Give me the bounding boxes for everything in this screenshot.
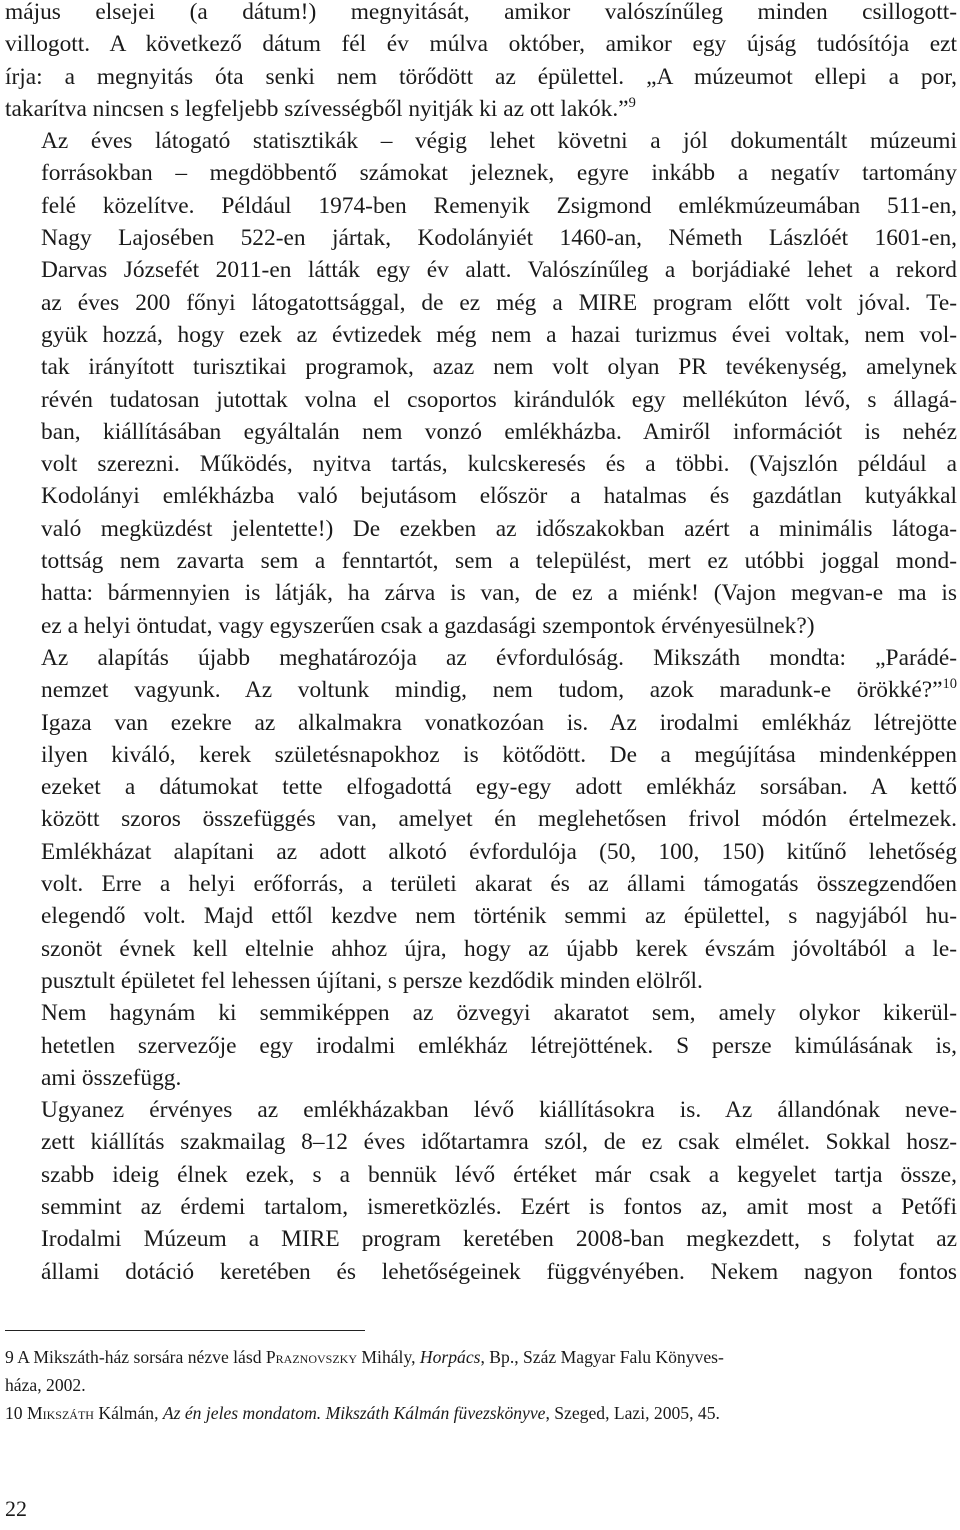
text-line: ezeket a dátumokat tette elfogadottá egy-egy adott emlékház sorsában. A kettő (41, 774, 957, 801)
footnote-text: Kálmán, (93, 1403, 163, 1423)
footnote-9 (5, 1343, 957, 1399)
footnotes (5, 1343, 957, 1427)
text-line (5, 93, 957, 125)
text-line: tak irányított turisztikai programok, azaz nem volt olyan PR tevékenység, amelynek (41, 354, 957, 381)
text-line: volt szerezni. Működés, nyitva tartás, kulcskeresés és a többi. (Vajszlón például a (41, 451, 957, 478)
footnote-text: Mihály, (357, 1347, 420, 1367)
footnote-text: háza, 2002. (5, 1375, 86, 1395)
text-line: írja: a megnyitás óta senki nem törődött az épülettel. „A múzeumot ellepi a por, (5, 63, 957, 90)
text-line: ez a helyi öntudat, vagy egyszerűen csak a gazdasági szempontok érvényesülnek?) (41, 612, 815, 639)
text-line (5, 674, 957, 706)
text-span: nemzet vagyunk. Az voltunk mindig, nem tudom, azok maradunk-e örökké?” (41, 677, 943, 704)
text-line: Emlékházat alapítani az adott alkotó évfordulója (50, 100, 150) kitűnő lehetőség (41, 838, 957, 865)
text-line: május elsejei (a dátum!) megnyitását, amikor valószínűleg minden csillogott- (5, 0, 957, 25)
text-line: hatta: bármennyien is látják, ha zárva is van, de ez a miénk! (Vajon megvan-e ma is (41, 580, 957, 607)
footnote-author: Praznovszky (265, 1347, 358, 1367)
text-line: Ugyanez érvényes az emlékházakban lévő kiállításokra is. Az állandónak neve- (41, 1097, 957, 1124)
page-number: 22 (5, 1496, 27, 1521)
footnote-text: A Mikszáth-ház sorsára nézve lásd (13, 1347, 266, 1367)
text-line: Nem hagynám ki semmiképpen az özvegyi akaratot sem, amely olykor kikerül- (41, 1000, 957, 1027)
text-line: szabb ideig élnek ezek, s a bennük lévő értéket már csak a kegyelet tartja össze, (41, 1161, 957, 1188)
text-line: Irodalmi Múzeum a MIRE program keretében 2008-ban megkezdett, s folytat az (41, 1226, 957, 1253)
text-line: ami összefügg. (41, 1064, 182, 1091)
text-line: Igaza van ezekre az alkalmakra vonatkozóan is. Az irodalmi emlékház létrejötte (41, 709, 957, 736)
paragraph-1 (5, 0, 957, 125)
footnote-title: Az én jeles mondatom. Mikszáth Kálmán füvezskönyve (162, 1403, 546, 1423)
text-line: ban, kiállításában egyáltalán nem vonzó emlékházba. Amiről információt is nehéz (41, 418, 957, 445)
text-line: volt. Erre a helyi erőforrás, a területi akarat és az állami támogatás összegzendően (41, 871, 957, 898)
footnote-text: , Szeged, Lazi, 2005, 45. (545, 1403, 720, 1423)
text-line: Az éves látogató statisztikák – végig lehet követni a jól dokumentált múzeumi (41, 128, 957, 155)
text-line: forrásokban – megdöbbentő számokat jeleznek, egyre inkább a negatív tartomány (41, 160, 957, 187)
text-line: Darvas Józsefét 2011-en látták egy év alatt. Valószínűleg a borjádiaké lehet a rekord (41, 257, 957, 284)
text-line: elegendő volt. Majd ettől kezdve nem történik semmi az épülettel, s nagyjából hu- (41, 903, 957, 930)
paragraph-3 (5, 642, 957, 997)
footnote-10 (5, 1399, 957, 1427)
footnote-ref-9[interactable]: 9 (628, 95, 636, 112)
footnote-author: Mikszáth (27, 1403, 94, 1423)
text-line: tottság nem zavarta sem a fenntartót, sem a települést, mert ez utóbbi joggal mond- (41, 548, 957, 575)
text-line: állami dotáció keretében és lehetőségeinek függvényében. Nekem nagyon fontos (41, 1258, 957, 1285)
text-line: az éves 200 főnyi látogatottsággal, de ez még a MIRE program előtt volt jóval. Te- (41, 289, 957, 316)
footnote-ref-10[interactable]: 10 (942, 676, 957, 693)
text-line: pusztult épületet fel lehessen újítani, s persze kezdődik minden elölről. (41, 967, 703, 994)
text-line: Az alapítás újabb meghatározója az évfordulóság. Mikszáth mondta: „Parádé- (41, 644, 957, 671)
paragraph-5 (5, 1094, 957, 1288)
text-line: Kodolányi emlékházba való bejutásom először a hatalmas és gazdátlan kutyákkal (41, 483, 957, 510)
footnote-text: , Bp., Száz Magyar Falu Könyves- (480, 1347, 724, 1367)
text-line: révén tudatosan jutottak volna el csoportos kirándulók egy mellékúton lévő, s állagá- (41, 386, 957, 413)
text-line: zett kiállítás szakmailag 8–12 éves időtartamra szól, de ez csak elmélet. Sokkal hosz- (41, 1129, 957, 1156)
footnote-title: Horpács (419, 1347, 481, 1367)
text-span: takarítva nincsen s legfeljebb szívességből nyitják ki az ott lakók.” (5, 95, 629, 122)
text-line: hetetlen szervezője egy irodalmi emlékház létrejöttének. S persze kimúlásának is, (41, 1032, 957, 1059)
text-line: között szoros összefüggés van, amelyet én meglehetősen frivol módón értelmezek. (41, 806, 957, 833)
footnote-mark: 10 (5, 1403, 23, 1423)
text-line: szonöt évnek kell eltelnie ahhoz újra, hogy az újabb kerek évszám jóvoltából a le- (41, 935, 957, 962)
text-line: felé közelítve. Például 1974-ben Remenyik Zsigmond emlékmúzeumában 511-en, (41, 192, 957, 219)
paragraph-4 (5, 997, 957, 1094)
text-line: villogott. A következő dátum fél év múlva október, amikor egy újság tudósítója ezt (5, 31, 957, 58)
text-line: ilyen kiváló, kerek születésnapokhoz is kötődött. De a megújítása mindenképpen (41, 741, 957, 768)
text-line: való megküzdést jelentette!) De ezekben az időszakokban azért a minimális látoga- (41, 515, 957, 542)
body-text (5, 0, 957, 1288)
footnote-mark: 9 (5, 1347, 14, 1367)
text-line: gyük hozzá, hogy ezek az évtizedek még nem a hazai turizmus évei voltak, nem vol- (41, 321, 957, 348)
footnote-separator (5, 1330, 365, 1331)
paragraph-2 (5, 125, 957, 642)
text-line: Nagy Lajosében 522-en jártak, Kodolányiét 1460-an, Németh Lászlóét 1601-en, (41, 225, 957, 252)
text-line: semmint az érdemi tartalom, ismeretközlés. Ezért is fontos az, amit most a Petőfi (41, 1193, 957, 1220)
